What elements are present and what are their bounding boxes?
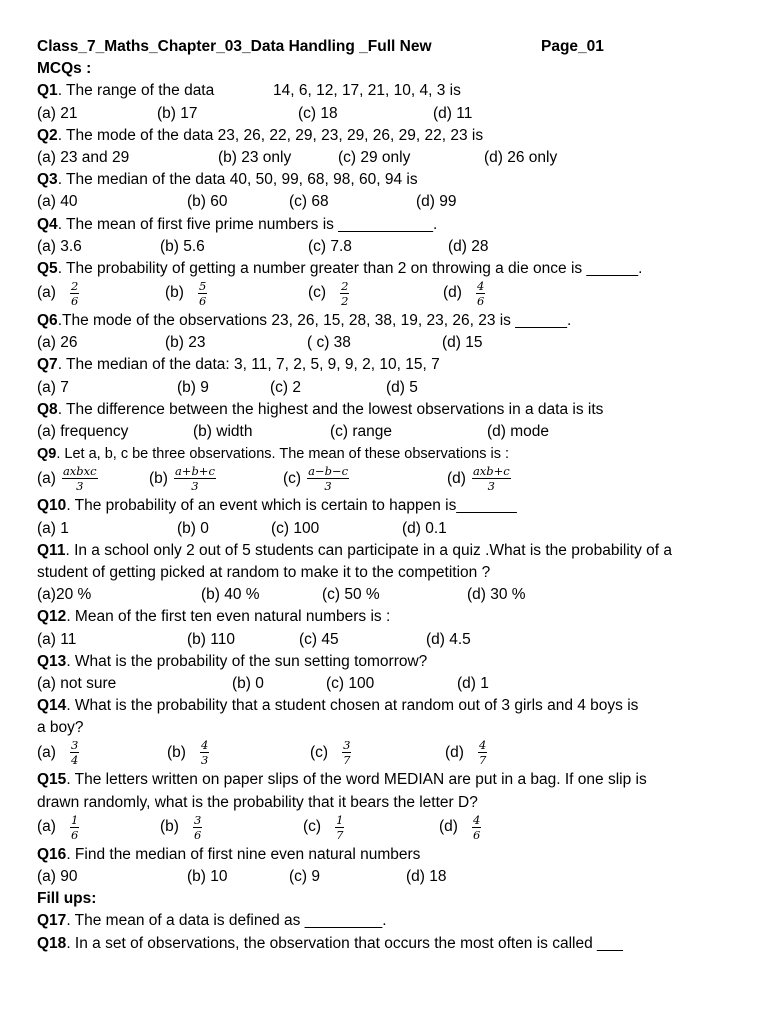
option-c: (c) 29 only bbox=[338, 148, 411, 166]
option-d: (d) 15 bbox=[442, 334, 483, 352]
question-text: . The median of the data 40, 50, 99, 68, 98, 60, 94 is bbox=[57, 171, 418, 189]
question-line bbox=[37, 769, 737, 791]
option-a: (a) not sure bbox=[37, 674, 117, 692]
question-number: Q10 bbox=[37, 497, 67, 515]
fraction: $\frac{5}{6}$ bbox=[198, 279, 207, 309]
options-line bbox=[37, 191, 737, 213]
question-text: . The range of the data bbox=[57, 82, 215, 100]
question-number: Q16 bbox=[37, 845, 67, 863]
option-d: (d) 18 bbox=[406, 868, 447, 885]
section-heading-fill-ups: Fill ups: bbox=[37, 890, 97, 908]
question-line bbox=[37, 695, 737, 717]
question-number: Q14 bbox=[37, 697, 67, 715]
question-line bbox=[37, 540, 737, 562]
question-number: Q11 bbox=[37, 541, 66, 559]
fraction: $\frac{2}{6}$ bbox=[70, 279, 79, 309]
question-text: . What is the probability of the sun setting tomorrow? bbox=[66, 652, 428, 670]
option-b: (b) 23 bbox=[165, 334, 206, 352]
fraction: $\frac{4}{6}$ bbox=[476, 279, 485, 309]
option-d: (d) 26 only bbox=[484, 148, 558, 166]
option-b: (b) 9 bbox=[177, 378, 209, 396]
option-a: (a) $\frac{\text{axbxc}}{3}$ bbox=[37, 464, 97, 494]
worksheet-page bbox=[37, 36, 737, 955]
option-c: (c) 2 bbox=[270, 378, 301, 396]
options-line bbox=[37, 147, 737, 169]
options-line bbox=[37, 332, 737, 354]
option-a: (a) $\frac{2}{6}$ bbox=[37, 279, 79, 309]
option-c: (c) 68 bbox=[289, 193, 329, 211]
option-c: (c) $\frac{2}{2}$ bbox=[308, 279, 349, 309]
question-number: Q3 bbox=[37, 171, 58, 189]
question-text: . The letters written on paper slips of the word MEDIAN are put in a bag. If one slip is bbox=[66, 771, 647, 789]
option-c: (c) 18 bbox=[298, 104, 338, 122]
question-text: . Find the median of first nine even natural numbers bbox=[66, 845, 421, 863]
option-c: (c) 7.8 bbox=[308, 237, 352, 255]
options-line bbox=[37, 377, 737, 399]
option-a: (a) 7 bbox=[37, 378, 69, 396]
option-c: (c) range bbox=[330, 423, 393, 440]
question-number: Q13 bbox=[37, 652, 67, 670]
question-line-continued: student of getting picked at random to make it to the competition ? bbox=[37, 563, 491, 581]
fraction: $\frac{4}{3}$ bbox=[200, 738, 209, 768]
options-line bbox=[37, 280, 737, 310]
option-c: (c) $\frac{3}{7}$ bbox=[310, 738, 351, 768]
option-c: (c) 50 % bbox=[322, 586, 380, 604]
question-line bbox=[37, 169, 737, 191]
header-line bbox=[37, 36, 737, 58]
fraction: $\frac{2}{2}$ bbox=[341, 279, 349, 309]
options-line bbox=[37, 236, 737, 258]
option-d: (d) $\frac{\text{axb+c}}{3}$ bbox=[447, 464, 510, 494]
question-number: Q4 bbox=[37, 215, 58, 233]
fraction: $\frac{1}{6}$ bbox=[70, 812, 79, 842]
question-line bbox=[37, 125, 737, 147]
option-c: (c) 100 bbox=[326, 674, 375, 692]
question-text: . The mean of a data is defined as _________. bbox=[66, 912, 387, 930]
option-d: (d) 28 bbox=[448, 237, 489, 255]
question-number: Q8 bbox=[37, 400, 58, 418]
option-d: (d) $\frac{4}{6}$ bbox=[443, 279, 485, 309]
option-a: (a) 40 bbox=[37, 193, 78, 211]
question-text: . In a set of observations, the observation that occurs the most often is called ___ bbox=[66, 934, 623, 952]
option-a: (a) 26 bbox=[37, 334, 78, 352]
option-b: (b) $\frac{a+b+c}{3}$ bbox=[149, 464, 215, 494]
fraction: $\frac{4}{6}$ bbox=[472, 812, 481, 842]
option-d: (d) 1 bbox=[457, 674, 489, 692]
question-number: Q7 bbox=[37, 356, 58, 374]
question-line-continued: a boy? bbox=[37, 719, 84, 737]
question-text: . The probability of an event which is certain to happen is_______ bbox=[66, 497, 517, 515]
option-b: (b) 17 bbox=[157, 104, 198, 122]
fill-up-line bbox=[37, 910, 737, 932]
question-text: . In a school only 2 out of 5 students can participate in a quiz .What is the probability of a bbox=[65, 541, 673, 559]
question-number: Q18 bbox=[37, 934, 67, 952]
options-line bbox=[37, 584, 737, 606]
option-b: (b) 23 only bbox=[218, 148, 292, 166]
fraction: $\frac{\text{axbxc}}{3}$ bbox=[62, 464, 97, 494]
option-a: (a) $\frac{3}{4}$ bbox=[37, 738, 79, 768]
option-b: (b) 0 bbox=[232, 674, 264, 692]
question-line bbox=[37, 354, 737, 376]
option-b: (b) 10 bbox=[187, 868, 228, 885]
question-number: Q1 bbox=[37, 82, 58, 100]
question-line bbox=[37, 495, 737, 517]
option-d: (d) 30 % bbox=[467, 586, 526, 604]
option-a: (a) 21 bbox=[37, 104, 78, 122]
section-heading-mcqs: MCQs : bbox=[37, 60, 92, 78]
option-d: (d) mode bbox=[487, 423, 550, 440]
option-c: (c) 9 bbox=[289, 868, 320, 885]
question-line bbox=[37, 214, 737, 236]
options-line bbox=[37, 814, 737, 844]
fraction: $\frac{a+b+c}{3}$ bbox=[174, 464, 215, 494]
question-number: Q17 bbox=[37, 912, 67, 930]
option-c: (c) $\frac{a-b-c}{3}$ bbox=[283, 464, 349, 494]
option-d: (d) 11 bbox=[433, 104, 473, 122]
option-a: (a) frequency bbox=[37, 423, 129, 440]
fraction: $\frac{4}{7}$ bbox=[478, 738, 487, 768]
option-d: (d) 5 bbox=[386, 378, 418, 396]
question-line bbox=[37, 443, 737, 465]
question-text: . Let a, b, c be three observations. The mean of these observations is : bbox=[56, 446, 510, 463]
option-b: (b) width bbox=[193, 423, 253, 440]
option-b: (b) $\frac{4}{3}$ bbox=[167, 738, 209, 768]
fraction: $\frac{3}{4}$ bbox=[70, 738, 79, 768]
question-number: Q9 bbox=[37, 446, 57, 463]
fraction: $\frac{1}{7}$ bbox=[336, 812, 344, 842]
question-number: Q2 bbox=[37, 126, 58, 144]
option-a: (a)20 % bbox=[37, 586, 92, 604]
option-a: (a) 1 bbox=[37, 519, 69, 537]
option-d: (d) 99 bbox=[416, 193, 457, 211]
question-line-continued: drawn randomly, what is the probability that it bears the letter D? bbox=[37, 793, 478, 811]
option-d: (d) $\frac{4}{6}$ bbox=[439, 812, 481, 842]
question-line bbox=[37, 80, 737, 102]
option-b: (b) 60 bbox=[187, 193, 228, 211]
options-line bbox=[37, 103, 737, 125]
question-number: Q12 bbox=[37, 608, 67, 626]
fraction: $\frac{3}{6}$ bbox=[193, 812, 202, 842]
worksheet-title: Class_7_Maths_Chapter_03_Data Handling _Full New bbox=[37, 38, 432, 55]
options-line bbox=[37, 629, 737, 651]
question-line bbox=[37, 844, 737, 866]
question-text: . Mean of the first ten even natural numbers is : bbox=[66, 608, 391, 626]
option-c: ( c) 38 bbox=[307, 334, 351, 352]
options-line bbox=[37, 421, 737, 443]
option-b: (b) 0 bbox=[177, 519, 209, 537]
options-line bbox=[37, 739, 737, 769]
option-d: (d) 4.5 bbox=[426, 630, 471, 648]
options-line bbox=[37, 673, 737, 695]
option-b: (b) 40 % bbox=[201, 586, 260, 604]
option-a: (a) 3.6 bbox=[37, 237, 82, 255]
options-line bbox=[37, 465, 737, 495]
option-a: (a) 23 and 29 bbox=[37, 148, 130, 166]
option-c: (c) 45 bbox=[299, 630, 339, 648]
question-text: . The mean of first five prime numbers is ___________. bbox=[57, 215, 438, 233]
question-line bbox=[37, 310, 737, 332]
option-d: (d) 0.1 bbox=[402, 519, 447, 537]
option-c: (c) 100 bbox=[271, 519, 320, 537]
option-b: (b) $\frac{3}{6}$ bbox=[160, 812, 202, 842]
question-number: Q5 bbox=[37, 259, 58, 277]
question-text: . The difference between the highest and the lowest observations in a data is its bbox=[57, 400, 604, 418]
options-line bbox=[37, 518, 737, 540]
question-number: Q6 bbox=[37, 312, 58, 330]
options-line bbox=[37, 866, 737, 888]
fraction: $\frac{a-b-c}{3}$ bbox=[308, 464, 349, 494]
option-a: (a) 11 bbox=[37, 630, 77, 648]
option-a: (a) $\frac{1}{6}$ bbox=[37, 812, 79, 842]
fraction: $\frac{\text{axb+c}}{3}$ bbox=[472, 464, 510, 494]
question-text: . The median of the data: 3, 11, 7, 2, 5, 9, 9, 2, 10, 15, 7 bbox=[57, 356, 440, 374]
question-data: 14, 6, 12, 17, 21, 10, 4, 3 is bbox=[273, 82, 461, 100]
question-text: .The mode of the observations 23, 26, 15, 28, 38, 19, 23, 26, 23 is ______. bbox=[57, 312, 572, 330]
option-b: (b) $\frac{5}{6}$ bbox=[165, 279, 207, 309]
page-label: Page_01 bbox=[541, 38, 604, 55]
option-b: (b) 5.6 bbox=[160, 237, 205, 255]
question-line bbox=[37, 258, 737, 280]
question-text: . What is the probability that a student chosen at random out of 3 girls and 4 boys is bbox=[66, 697, 639, 715]
question-line bbox=[37, 651, 737, 673]
question-text: . The mode of the data 23, 26, 22, 29, 23, 29, 26, 29, 22, 23 is bbox=[57, 126, 484, 144]
option-d: (d) $\frac{4}{7}$ bbox=[445, 738, 487, 768]
question-text: . The probability of getting a number greater than 2 on throwing a die once is ______. bbox=[57, 259, 643, 277]
question-line bbox=[37, 606, 737, 628]
option-b: (b) 110 bbox=[187, 630, 235, 648]
option-c: (c) $\frac{1}{7}$ bbox=[303, 812, 344, 842]
question-number: Q15 bbox=[37, 771, 67, 789]
question-line bbox=[37, 399, 737, 421]
fraction: $\frac{3}{7}$ bbox=[343, 738, 351, 768]
option-a: (a) 90 bbox=[37, 868, 78, 885]
fill-up-line bbox=[37, 933, 737, 955]
